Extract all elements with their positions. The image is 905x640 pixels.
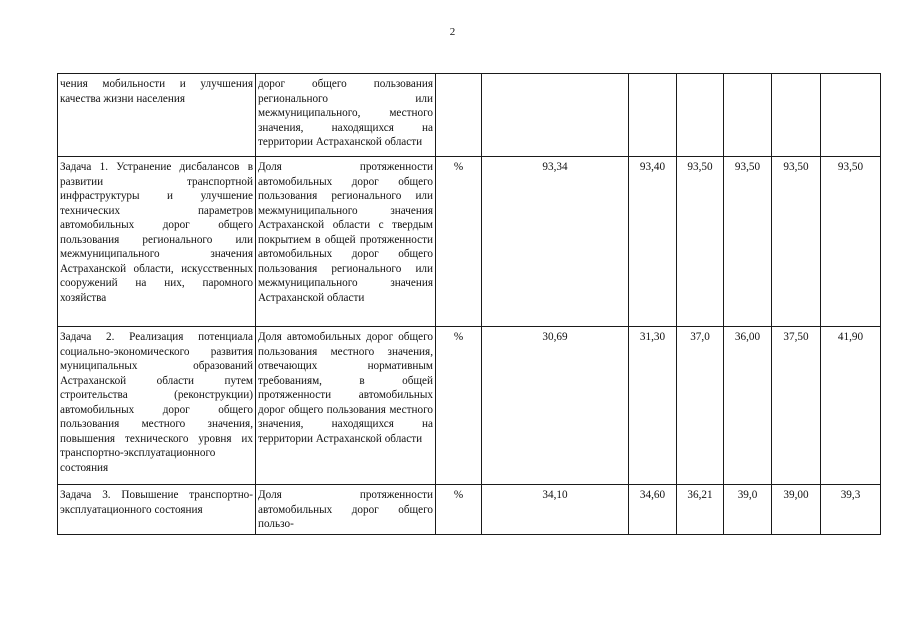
indicators-table [57,73,881,535]
value-cell: 31,30 [629,327,677,485]
value-cell: 93,50 [772,157,821,327]
table-row [58,327,881,485]
value-cell: 93,50 [724,157,772,327]
table-row [58,157,881,327]
unit-cell: % [436,327,482,485]
value-cell: 34,10 [482,485,629,535]
table-row [58,485,881,535]
value-cell [677,74,724,157]
indicator-cell: дорог общего пользования регионального или межмуниципального, местного значения, находящихся на территории Астраханской области [256,74,436,157]
value-cell [482,74,629,157]
value-cell [724,74,772,157]
value-cell: 93,50 [821,157,881,327]
value-cell: 93,40 [629,157,677,327]
task-cell: Задача 3. Повышение транспортно-эксплуатационного состояния [58,485,256,535]
value-cell: 93,50 [677,157,724,327]
unit-cell: % [436,157,482,327]
value-cell: 34,60 [629,485,677,535]
page-number: 2 [449,26,456,38]
value-cell: 36,00 [724,327,772,485]
indicator-cell: Доля протяженности автомобильных дорог общего пользования регионального или межмуниципального значения Астраханской области с твердым покрытием в общей протяженности автомобильных дорог общего пользования регионального или межмуниципального значения Астраханской области [256,157,436,327]
value-cell: 39,00 [772,485,821,535]
value-cell: 39,0 [724,485,772,535]
unit-cell: % [436,485,482,535]
value-cell: 41,90 [821,327,881,485]
value-cell [629,74,677,157]
value-cell [772,74,821,157]
value-cell: 39,3 [821,485,881,535]
value-cell: 93,34 [482,157,629,327]
indicator-cell: Доля автомобильных дорог общего пользования местного значения, отвечающих нормативным требованиям, в общей протяженности автомобильных дорог общего пользования местного значения, находящихся на территории Астраханской области [256,327,436,485]
value-cell: 30,69 [482,327,629,485]
value-cell [821,74,881,157]
task-cell: Задача 2. Реализация потенциала социально-экономического развития муниципальных образований Астраханской области путем строительства (реконструкции) автомобильных дорог общего пользования местного значения, повышения технического уровня их транспортно-эксплуатационного состояния [58,327,256,485]
value-cell: 37,0 [677,327,724,485]
value-cell: 36,21 [677,485,724,535]
indicator-cell: Доля протяженности автомобильных дорог общего пользо- [256,485,436,535]
task-cell: чения мобильности и улучшения качества жизни населения [58,74,256,157]
task-cell: Задача 1. Устранение дисбалансов в развитии транспортной инфраструктуры и улучшение технических параметров автомобильных дорог общего пользования регионального или межмуниципального значения Астраханской области, искусственных сооружений на них, паромного хозяйства [58,157,256,327]
unit-cell [436,74,482,157]
value-cell: 37,50 [772,327,821,485]
table-row [58,74,881,157]
